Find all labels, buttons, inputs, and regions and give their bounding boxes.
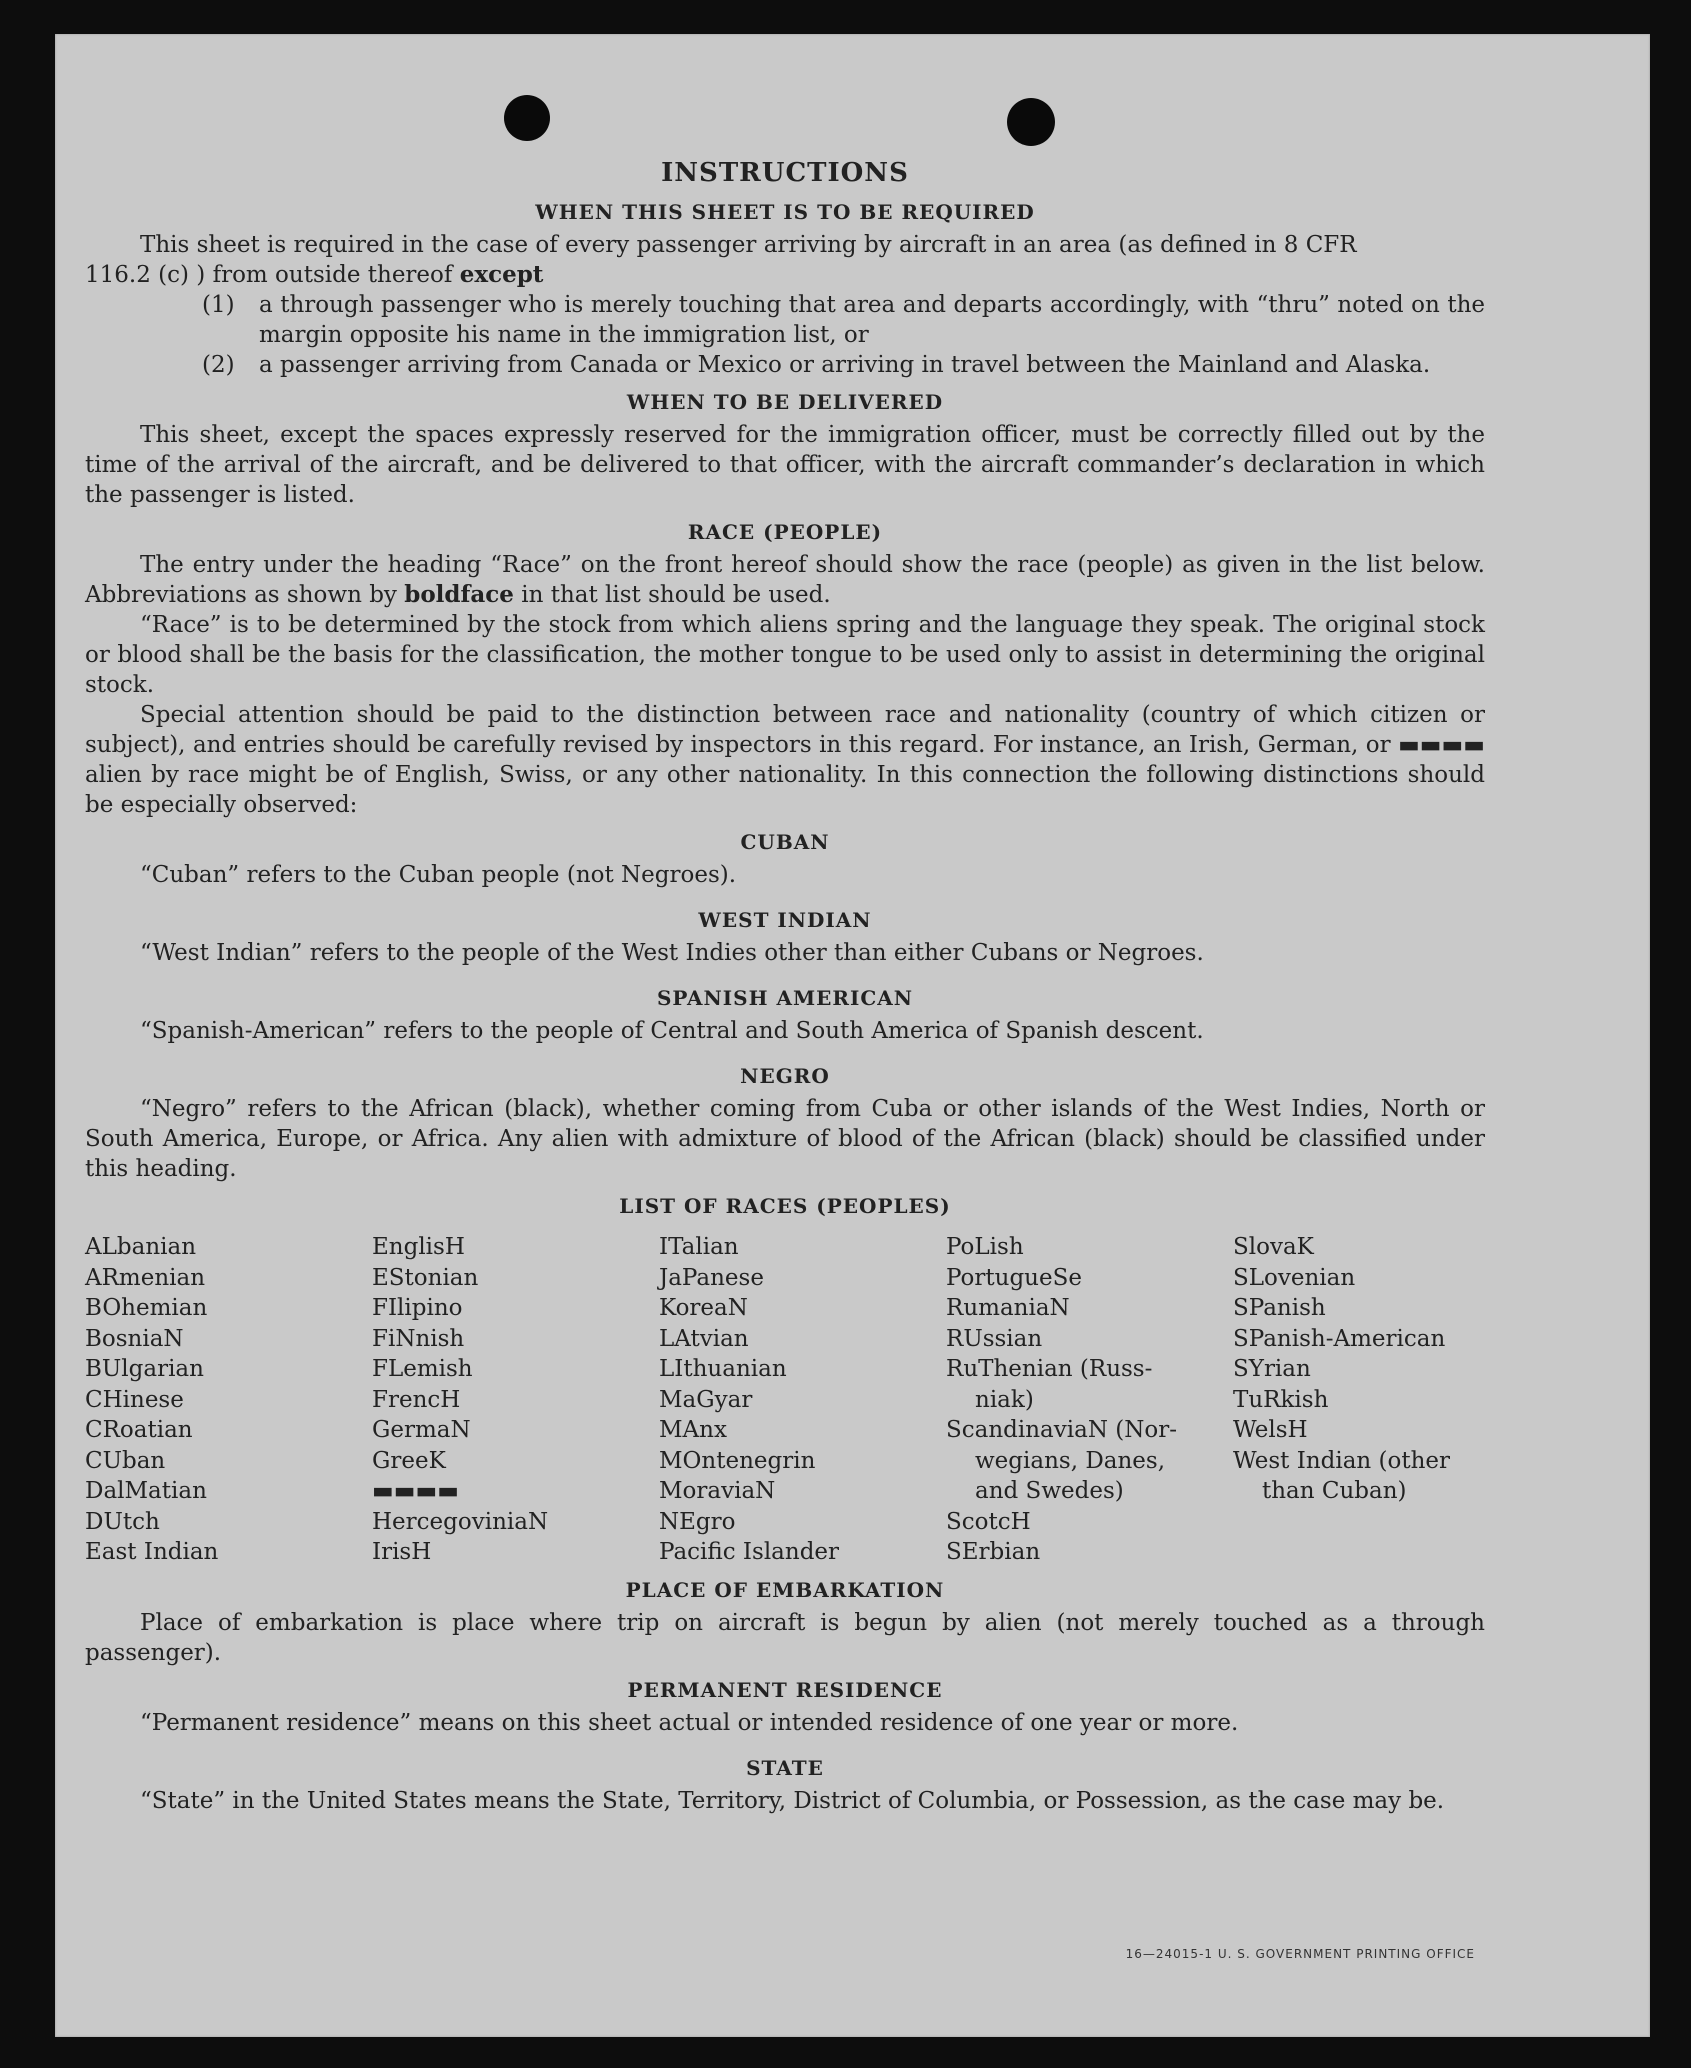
race-entry: West Indian (other — [1233, 1447, 1451, 1474]
section-heading-residence: PERMANENT RESIDENCE — [627, 1677, 943, 1702]
races-column — [659, 1232, 946, 1568]
race-entry: HercegoviniaN — [372, 1508, 549, 1535]
race-entry: niak) — [975, 1386, 1034, 1413]
race-p1-prefix: The entry under the heading “Race” on the front hereof should show the race (people) as given in the list below. Abbreviations as shown by — [85, 552, 1485, 608]
paragraph-west-indian: “West Indian” refers to the people of the West Indies other than either Cubans or Negroes. — [140, 940, 1204, 966]
race-entry: SYrian — [1233, 1356, 1311, 1382]
races-column — [85, 1232, 372, 1568]
paragraph-state: “State” in the United States means the State, Territory, District of Columbia, or Possession, as the case may be. — [140, 1787, 1445, 1814]
race-entry: JaPanese — [659, 1264, 764, 1291]
race-entry: FIlipino — [372, 1295, 463, 1321]
race-entry: East Indian — [85, 1539, 219, 1565]
race-entry: MaGyar — [659, 1386, 753, 1413]
race-entry: BosniaN — [85, 1325, 184, 1352]
intro-line-2: 116.2 (c) ) from outside thereof — [85, 262, 460, 288]
paragraph-race-1 — [85, 550, 1485, 610]
race-entry: CRoatian — [85, 1417, 193, 1443]
punch-hole — [504, 95, 550, 141]
race-entry: SErbian — [946, 1539, 1041, 1565]
race-entry: RumaniaN — [946, 1295, 1070, 1321]
race-entry: ITalian — [659, 1234, 739, 1260]
section-heading-negro: NEGRO — [740, 1064, 830, 1088]
document-page — [55, 34, 1650, 2037]
list-item — [202, 350, 1485, 380]
races-column — [946, 1232, 1233, 1568]
race-entry: and Swedes) — [975, 1478, 1124, 1504]
section-heading-list-of-races: LIST OF RACES (PEOPLES) — [619, 1194, 951, 1218]
race-entry: MoraviaN — [659, 1478, 776, 1504]
document-content — [85, 156, 1485, 1816]
race-entry: ARmenian — [85, 1264, 206, 1291]
race-entry: Pacific Islander — [659, 1539, 840, 1565]
race-entry: MOntenegrin — [659, 1447, 816, 1474]
item-text: a through passenger who is merely touching that area and departs accordingly, with “thru” noted on the margin opposite his name in the immigration list, or — [259, 292, 1485, 348]
race-entry: RuThenian (Russ- — [946, 1356, 1153, 1382]
race-entry: TuRkish — [1233, 1386, 1329, 1413]
race-entry: BUlgarian — [85, 1356, 204, 1382]
section-heading-cuban: CUBAN — [740, 830, 830, 854]
except-word: except — [459, 261, 544, 288]
section-heading-race: RACE (PEOPLE) — [687, 520, 883, 544]
section-heading-state: STATE — [746, 1755, 824, 1780]
race-entry: GermaN — [372, 1417, 471, 1443]
section-heading-west-indian: WEST INDIAN — [698, 908, 872, 932]
race-entry: PortugueSe — [946, 1264, 1082, 1291]
race-entry: WelsH — [1233, 1417, 1308, 1443]
paragraph-required-intro-cont — [85, 260, 1485, 290]
race-entry: MAnx — [659, 1417, 727, 1443]
section-heading-embarkation: PLACE OF EMBARKATION — [625, 1577, 945, 1602]
race-entry: PoLish — [946, 1234, 1024, 1260]
race-p1-suffix: in that list should be used. — [513, 582, 831, 608]
paragraph-residence: “Permanent residence” means on this sheet actual or intended residence of one year or more. — [140, 1709, 1239, 1736]
paragraph-embarkation: Place of embarkation is place where trip on aircraft is begun by alien (not merely touched as a through passenger). — [85, 1609, 1485, 1666]
race-entry: EStonian — [372, 1264, 479, 1291]
race-entry: SLovenian — [1233, 1264, 1356, 1291]
race-entry: EnglisH — [372, 1234, 465, 1260]
race-entry: FLemish — [372, 1356, 473, 1382]
race-entry: CHinese — [85, 1386, 184, 1413]
race-entry: GreeK — [372, 1447, 446, 1474]
race-entry: LIthuanian — [659, 1356, 787, 1382]
item-number: (1) — [202, 292, 235, 318]
race-entry: SPanish-American — [1233, 1325, 1446, 1352]
printing-office-code: 16—24015-1 U. S. GOVERNMENT PRINTING OFFICE — [1125, 1947, 1475, 1961]
race-entry: FiNnish — [372, 1325, 465, 1352]
race-entry: DUtch — [85, 1508, 160, 1535]
item-text: a passenger arriving from Canada or Mexico or arriving in travel between the Mainland and Alaska. — [259, 352, 1431, 378]
punch-hole — [1007, 98, 1055, 146]
item-number: (2) — [202, 352, 235, 378]
races-list — [85, 1232, 1485, 1568]
race-entry: KoreaN — [659, 1295, 748, 1321]
race-entry: IrisH — [372, 1539, 432, 1565]
race-entry: DalMatian — [85, 1478, 207, 1504]
section-heading-when-required: WHEN THIS SHEET IS TO BE REQUIRED — [535, 200, 1035, 224]
race-entry: LAtvian — [659, 1325, 749, 1352]
race-entry: ScandinaviaN (Nor- — [946, 1417, 1177, 1443]
paragraph-delivered: This sheet, except the spaces expressly reserved for the immigration officer, must be correctly filled out by the time of the arrival of the aircraft, and be delivered to that officer, with the aircraft commander’s declaration in which the passenger is listed. — [85, 422, 1485, 508]
paragraph-cuban: “Cuban” refers to the Cuban people (not Negroes). — [140, 862, 737, 888]
race-entry: SlovaK — [1233, 1234, 1314, 1260]
races-column — [372, 1232, 659, 1568]
race-entry: BOhemian — [85, 1295, 208, 1321]
race-entry: CUban — [85, 1447, 166, 1474]
race-entry: RUssian — [946, 1325, 1043, 1352]
race-p1-bold: boldface — [404, 581, 514, 608]
section-heading-when-delivered: WHEN TO BE DELIVERED — [626, 390, 944, 414]
paragraph-race-3: Special attention should be paid to the distinction between race and nationality (country of which citizen or subject), and entries should be carefully revised by inspectors in this regard. For instance, an Irish, German, or ▬▬▬▬ alien by race might be of English, Swiss, or any other nationality. In this connection the following distinctions should be especially observed: — [85, 702, 1485, 818]
race-entry: than Cuban) — [1262, 1478, 1407, 1504]
list-item — [202, 290, 1485, 350]
paragraph-negro: “Negro” refers to the African (black), whether coming from Cuba or other islands of the West Indies, North or South America, Europe, or Africa. Any alien with admixture of blood of the African (black) should be classified under this heading. — [85, 1096, 1485, 1182]
section-heading-spanish-american: SPANISH AMERICAN — [656, 986, 914, 1010]
race-entry: SPanish — [1233, 1295, 1326, 1321]
race-entry: ALbanian — [85, 1234, 197, 1260]
page-title: INSTRUCTIONS — [661, 158, 909, 188]
paragraph-spanish-american: “Spanish-American” refers to the people of Central and South America of Spanish descent. — [140, 1018, 1204, 1044]
race-entry: ▬▬▬▬ — [372, 1478, 459, 1504]
paragraph-required-intro — [85, 230, 1485, 260]
races-column — [1233, 1232, 1485, 1568]
intro-line-1: This sheet is required in the case of every passenger arriving by aircraft in an area (as defined in 8 CFR — [140, 232, 1357, 258]
paragraph-race-2: “Race” is to be determined by the stock from which aliens spring and the language they speak. The original stock or blood shall be the basis for the classification, the mother tongue to be used only to assist in determining the original stock. — [85, 612, 1485, 698]
race-entry: ScotcH — [946, 1508, 1031, 1535]
race-entry: wegians, Danes, — [975, 1447, 1166, 1474]
race-entry: FrencH — [372, 1386, 461, 1413]
race-entry: NEgro — [659, 1508, 736, 1535]
